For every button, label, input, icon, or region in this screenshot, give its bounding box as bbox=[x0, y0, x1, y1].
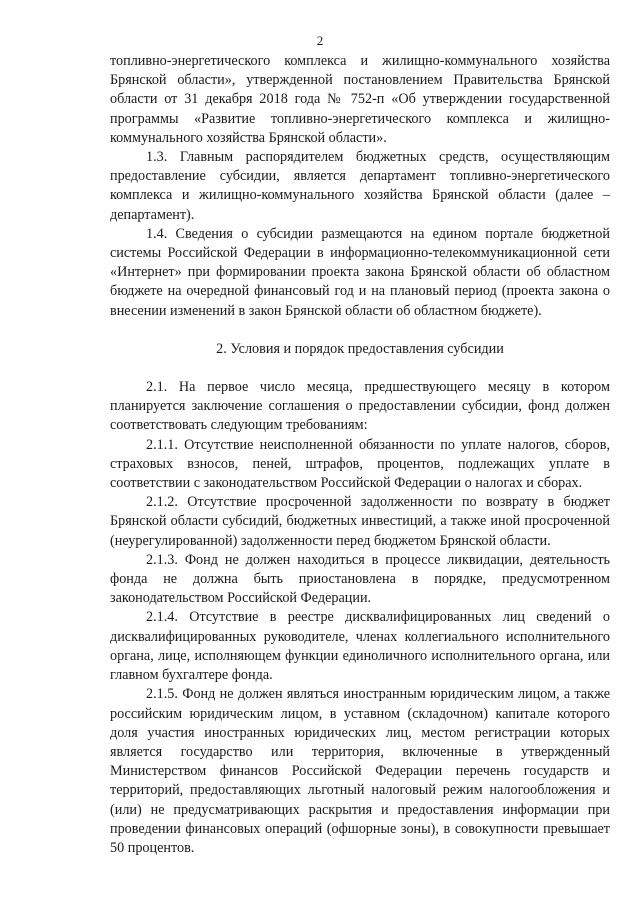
paragraph-2-1-1: 2.1.1. Отсутствие неисполненной обязанности по уплате налогов, сборов, страховых взносов, пеней, штрафов, процентов, подлежащих уплате в соответствии с законодательством Российской Федерации о налогах и сборах. bbox=[110, 436, 610, 492]
paragraph-2-1-2: 2.1.2. Отсутствие просроченной задолженности по возврату в бюджет Брянской области субсидий, бюджетных инвестиций, а также иной просроченной (неурегулированной) задолженности перед бюджетом Брянской области. bbox=[110, 494, 610, 549]
section-2-heading: 2. Условия и порядок предоставления субсидии bbox=[216, 340, 504, 357]
paragraph-2-1: 2.1. На первое число месяца, предшествующего месяцу в котором планируется заключение соглашения о предоставлении субсидии, фонд должен соответствовать следующим требованиям: bbox=[110, 379, 610, 434]
document-body bbox=[110, 52, 610, 858]
paragraph-1-3: 1.3. Главным распорядителем бюджетных средств, осуществляющим предоставление субсидии, является департамент топливно-энергетического комплекса и жилищно-коммунального хозяйства Брянской области (далее – департамент). bbox=[110, 149, 610, 223]
page-number: 2 bbox=[316, 33, 324, 48]
paragraph-1-4: 1.4. Сведения о субсидии размещаются на едином портале бюджетной системы Российской Федерации в информационно-телекоммуникационной сети «Интернет» при формировании проекта закона Брянской области об областном бюджете на очередной финансовый год и на плановый период (проекта закона о внесении изменений в закон Брянской области об областном бюджете). bbox=[110, 225, 610, 319]
paragraph-2-1-3: 2.1.3. Фонд не должен находиться в процессе ликвидации, деятельность фонда не должна быть приостановлена в порядке, предусмотренном законодательством Российской Федерации. bbox=[110, 551, 610, 607]
paragraph-2-1-5: 2.1.5. Фонд не должен являться иностранным юридическим лицом, а также российским юридическим лицом, в уставном (складочном) капитале которого доля участия иностранных юридических лиц, местом регистрации которых является государство или территория, включенные в утвержденный Министерством финансов Российской Федерации перечень государств и территорий, предоставляющих льготный налоговый режим налогообложения и (или) не предусматривающих раскрытия и предоставления информации при проведении финансовых операций (офшорные зоны), в совокупности превышает 50 процентов. bbox=[110, 686, 610, 856]
paragraph-1-2-continuation: топливно-энергетического комплекса и жилищно-коммунального хозяйства Брянской области», утвержденной постановлением Правительства Брянской области от 31 декабря 2018 года № 752-п «Об утверждении государственной программы «Развитие топливно-энергетического комплекса и жилищно-коммунального хозяйства Брянской области». bbox=[110, 53, 610, 146]
paragraph-2-1-4: 2.1.4. Отсутствие в реестре дисквалифицированных лиц сведений о дисквалифицированных руководителе, членах коллегиального исполнительного органа, лице, исполняющем функции единоличного исполнительного органа, или главном бухгалтере фонда. bbox=[110, 609, 610, 684]
